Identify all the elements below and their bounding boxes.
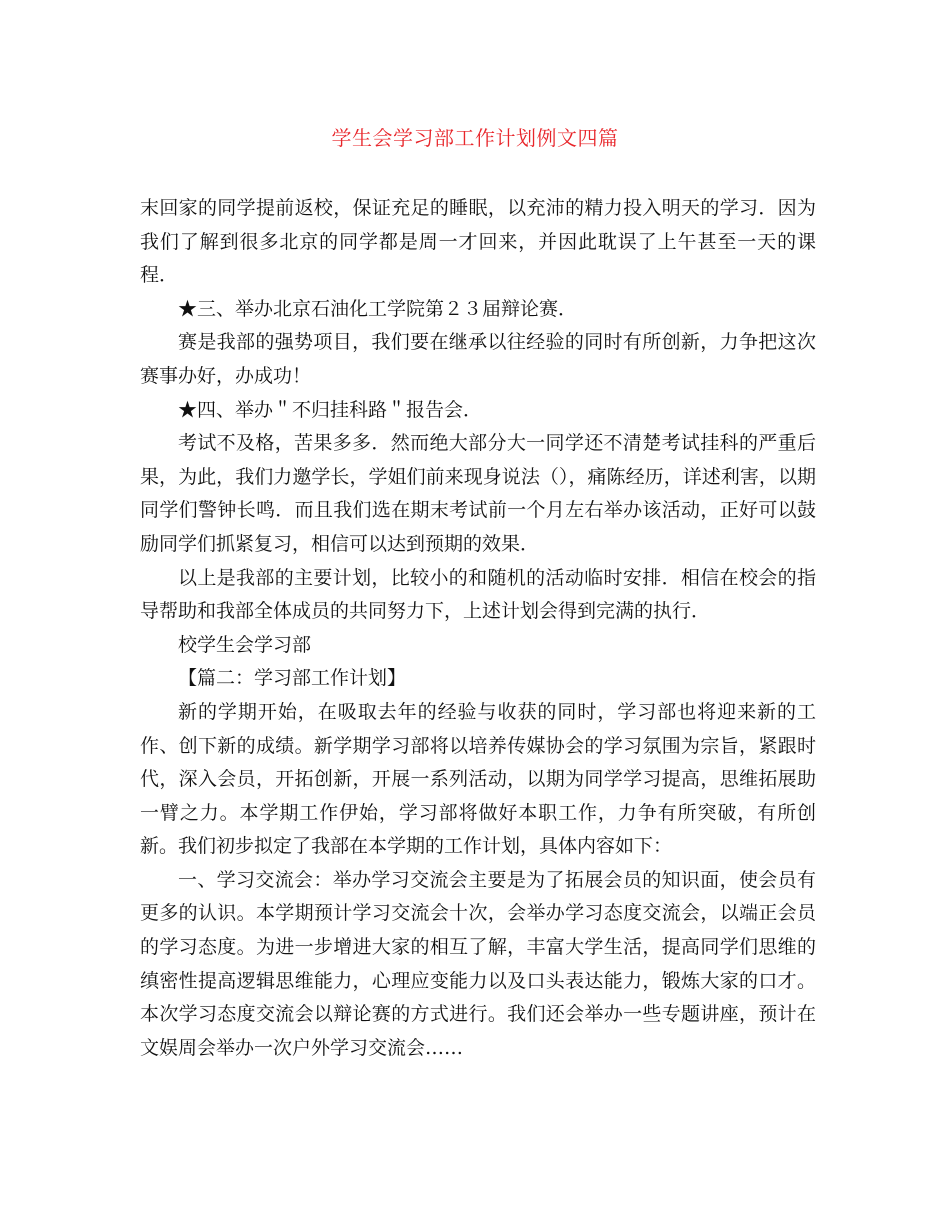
paragraph-exchange-meeting: 一、学习交流会：举办学习交流会主要是为了拓展会员的知识面，使会员有更多的认识。本学期预计学习交流会十次，会举办学习态度交流会，以端正会员的学习态度。为进一步增进大家的相互了解，丰富大学生活，提高同学们思维的缜密性提高逻辑思维能力，心理应变能力以及口头表达能力，锻炼大家的口才。本次学习态度交流会以辩论赛的方式进行。我们还会举办一些专题讲座，预计在文娱周会举办一次户外学习交流会…… [140, 868, 816, 1059]
section-heading-part-two: 【篇二：学习部工作计划】 [178, 667, 407, 690]
document-body [140, 192, 816, 1065]
paragraph-continuation: 末回家的同学提前返校，保证充足的睡眠，以充沛的精力投入明天的学习．因为我们了解到很多北京的同学都是周一才回来，并因此耽误了上午甚至一天的课程． [140, 197, 816, 287]
paragraph-intro: 新的学期开始，在吸取去年的经验与收获的同时，学习部也将迎来新的工作、创下新的成绩。新学期学习部将以培养传媒协会的学习氛围为宗旨，紧跟时代，深入会员，开拓创新，开展一系列活动，以期为同学学习提高，思维拓展助一臂之力。本学期工作伊始，学习部将做好本职工作，力争有所突破，有所创新。我们初步拟定了我部在本学期的工作计划，具体内容如下： [140, 700, 816, 858]
paragraph-report: 考试不及格，苦果多多．然而绝大部分大一同学还不清楚考试挂科的严重后果，为此，我们力邀学长，学姐们前来现身说法（），痛陈经历，详述利害，以期同学们警钟长鸣．而且我们选在期末考试前一个月左右举办该活动，正好可以鼓励同学们抓紧复习，相信可以达到预期的效果． [140, 432, 816, 555]
heading-debate-contest: ★三、举办北京石油化工学院第２３届辩论赛． [178, 297, 578, 320]
paragraph-debate: 赛是我部的强势项目，我们要在继承以往经验的同时有所创新，力争把这次赛事办好，办成功！ [140, 331, 816, 387]
heading-report-meeting: ★四、举办＂不归挂科路＂报告会． [178, 398, 483, 421]
signature-line: 校学生会学习部 [178, 633, 312, 656]
document-title: 学生会学习部工作计划例文四篇 [331, 126, 619, 150]
paragraph-summary: 以上是我部的主要计划，比较小的和随机的活动临时安排．相信在校会的指导帮助和我部全体成员的共同努力下，上述计划会得到完满的执行． [140, 566, 816, 623]
